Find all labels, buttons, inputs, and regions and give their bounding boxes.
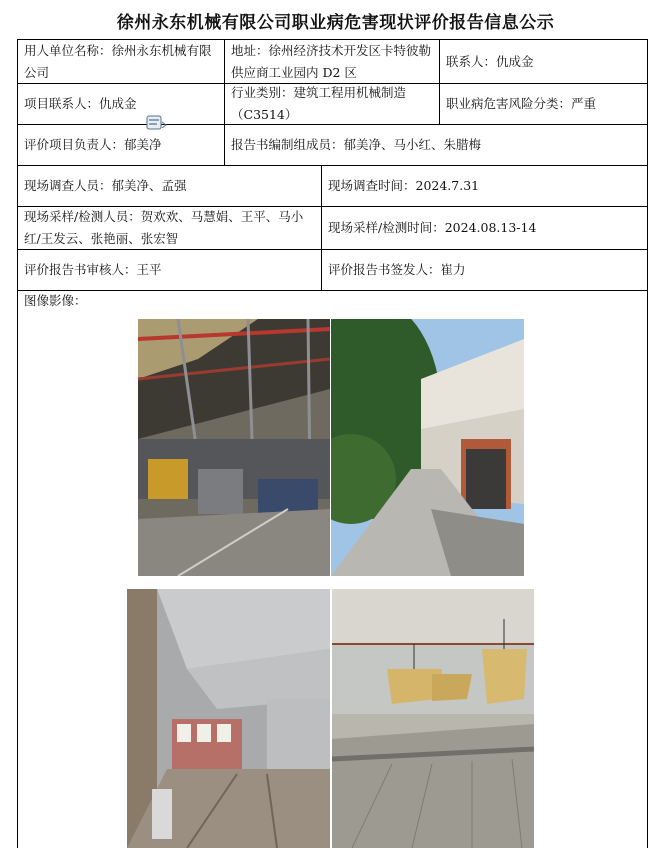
survey-time-cell: 现场调查时间：2024.7.31 [328,178,480,193]
reviewer-cell: 评价报告书审核人：王平 [24,262,162,277]
industry-cell: 行业类别：建筑工程用机械制造（C3514） [231,85,407,122]
risk-class-cell: 职业病危害风险分类：严重 [446,96,597,111]
project-contact-cell: 项目联系人：仇成金 [24,96,137,111]
images-label: 图像影像： [24,293,87,308]
outdoor-road-photo [331,319,524,576]
survey-staff-cell: 现场调查人员：郁美净、孟强 [24,178,187,193]
sampling-staff-cell: 现场采样/检测人员：贺欢欢、马慧娟、王平、马小红/王发云、张艳丽、张宏智 [24,209,304,246]
bucket-hanging-photo [332,589,534,848]
project-lead-cell: 评价项目负责人：郁美净 [24,137,162,152]
employer-name-cell: 用人单位名称：徐州永东机械有限公司 [24,42,212,80]
paperclip-icon [146,114,168,132]
paint-booth-photo [127,589,330,848]
report-members-cell: 报告书编制组成员：郁美净、马小红、朱腊梅 [231,137,482,152]
signer-cell: 评价报告书签发人：崔力 [328,262,466,277]
page-title: 徐州永东机械有限公司职业病危害现状评价报告信息公示 [116,13,555,33]
workshop-photo [138,319,330,576]
address-cell: 地址：徐州经济技术开发区卡特彼勒供应商工业园内 D2 区 [231,42,432,80]
contact-cell: 联系人：仇成金 [446,53,534,69]
sampling-time-cell: 现场采样/检测时间：2024.08.13-14 [328,220,537,235]
